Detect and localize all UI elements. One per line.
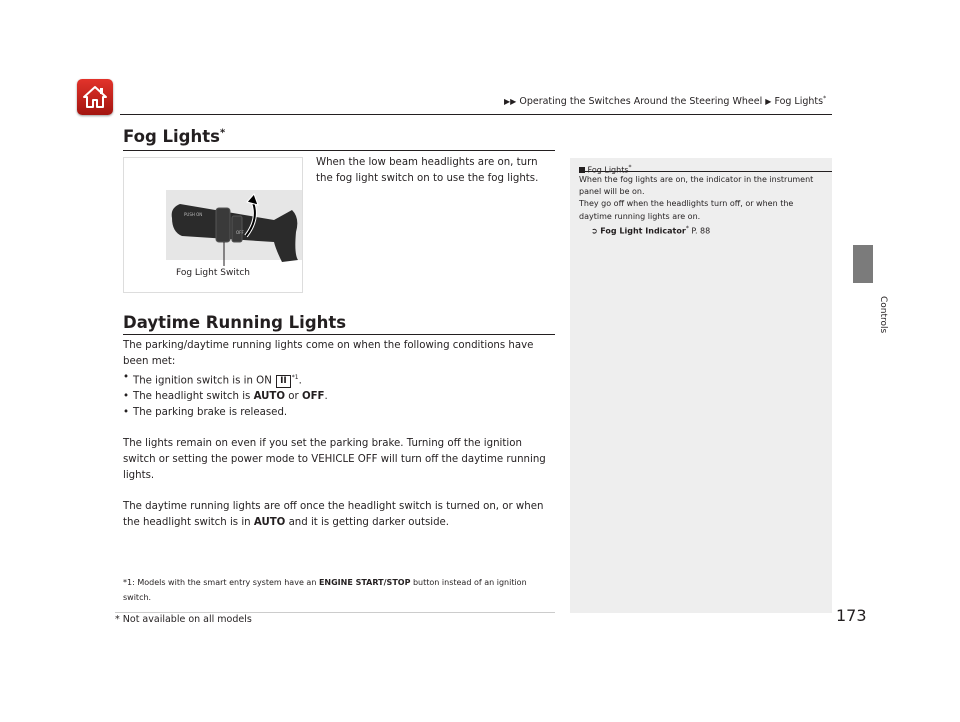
- page-number: 173: [836, 606, 867, 625]
- availability-star: *: [219, 127, 226, 139]
- availability-star: *: [823, 95, 827, 102]
- condition-headlight: [123, 389, 555, 405]
- fog-lights-title: [123, 127, 225, 146]
- condition-text: or: [285, 391, 302, 403]
- footnote-text: *1: Models with the smart entry system have an: [123, 578, 319, 587]
- section-tab-marker: [853, 245, 873, 283]
- drl-paragraph-1: The lights remain on even if you set the parking brake. Turning off the ignition switch or setting the power mode to VEHICLE OFF will turn off the daytime running lights.: [123, 438, 546, 482]
- footnote-ref: *1: [291, 374, 299, 381]
- auto-label: AUTO: [253, 517, 286, 529]
- breadcrumb-arrow-icon: ▶▶: [504, 97, 517, 107]
- side-note-body: [579, 174, 824, 238]
- home-icon: [82, 85, 108, 109]
- footnote-text: button instead of an ignition switch.: [123, 578, 527, 602]
- off-label: OFF: [301, 391, 325, 403]
- reference-label[interactable]: Fog Light Indicator: [600, 226, 686, 236]
- side-note-text: They go off when the headlights turn off, or when the daytime running lights are on.: [579, 199, 794, 221]
- svg-text:OFF: OFF: [236, 230, 244, 235]
- drl-intro: The parking/daytime running lights come on when the following conditions have been met:: [123, 340, 534, 367]
- fog-lights-title-text: Fog Lights: [123, 127, 220, 146]
- condition-text: .: [324, 391, 328, 403]
- reference-page[interactable]: P. 88: [691, 226, 711, 236]
- drl-title: Daytime Running Lights: [123, 313, 347, 332]
- side-note-divider: [579, 171, 832, 172]
- condition-ignition: [123, 370, 555, 389]
- section-tab-label: Controls: [878, 296, 888, 334]
- drl-body: [123, 338, 555, 531]
- breadcrumb-page[interactable]: Fog Lights: [774, 96, 824, 108]
- condition-text: The headlight switch is: [133, 391, 254, 403]
- reference-arrow-icon: ➲: [591, 226, 598, 236]
- section-divider: [123, 334, 555, 335]
- paragraph-text: and it is getting darker outside.: [285, 517, 450, 529]
- fog-lights-intro: When the low beam headlights are on, turn the fog light switch on to use the fog lights.: [316, 157, 539, 184]
- drl-paragraph-2: [123, 499, 555, 531]
- breadcrumb-section[interactable]: Operating the Switches Around the Steering Wheel: [519, 96, 763, 108]
- section-divider: [123, 150, 555, 151]
- availability-note: * Not available on all models: [115, 614, 252, 625]
- home-button[interactable]: [77, 79, 113, 115]
- availability-star: *: [685, 224, 689, 232]
- header-divider: [120, 114, 832, 115]
- svg-text:PUSH ON: PUSH ON: [184, 212, 203, 217]
- footer-divider: [115, 612, 555, 613]
- condition-parking-brake: • The parking brake is released.: [123, 405, 555, 421]
- breadcrumb: [504, 95, 826, 107]
- breadcrumb-arrow-icon: ▶: [765, 97, 772, 107]
- side-note-text: When the fog lights are on, the indicator in the instrument panel will be on.: [579, 175, 814, 197]
- paragraph-text: The daytime running lights are off once the headlight switch is turned on, or when the headlight switch is in: [123, 501, 544, 529]
- ignition-position-key: II: [276, 375, 291, 388]
- engine-start-stop-label: ENGINE START/STOP: [318, 578, 411, 587]
- cross-reference[interactable]: [579, 223, 824, 238]
- footnote: [123, 575, 555, 605]
- condition-text: .: [298, 375, 302, 387]
- drl-conditions-list: [123, 370, 555, 421]
- availability-star: *: [628, 164, 632, 171]
- auto-label: AUTO: [253, 391, 286, 403]
- condition-text: The ignition switch is in ON: [133, 375, 276, 387]
- figure-caption: Fog Light Switch: [175, 268, 250, 278]
